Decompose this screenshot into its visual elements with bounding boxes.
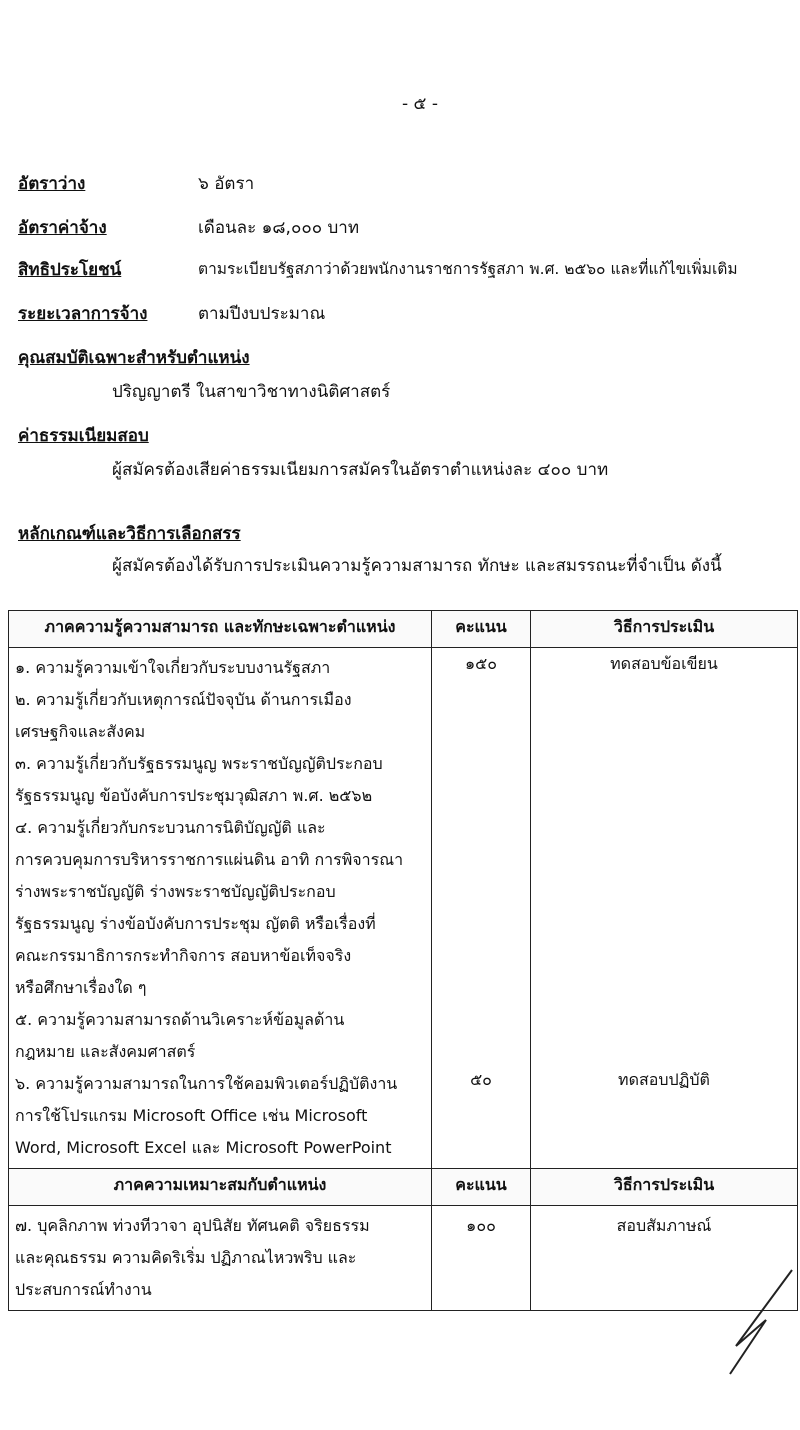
field-label: ระยะเวลาการจ้าง — [18, 304, 148, 324]
score-cell — [432, 1206, 531, 1311]
field-value: ตามระเบียบรัฐสภาว่าด้วยพนักงานราชการรัฐสภา พ.ศ. ๒๕๖๐ และที่แก้ไขเพิ่มเติม — [198, 260, 738, 278]
column-header: คะแนน — [432, 611, 531, 648]
qualification-text: ปริญญาตรี ในสาขาวิชาทางนิติศาสตร์ — [112, 382, 391, 402]
column-header: วิธีการประเมิน — [531, 1169, 798, 1206]
list-item: ๔. ความรู้เกี่ยวกับกระบวนการนิติบัญญัติ และ — [15, 818, 326, 837]
list-item: ๗. บุคลิกภาพ ท่วงทีวาจา อุปนิสัย ทัศนคติ จริยธรรม — [15, 1216, 370, 1235]
score-practical: ๕๐ — [470, 1070, 492, 1089]
qualification-heading: คุณสมบัติเฉพาะสำหรับตำแหน่ง — [18, 348, 250, 368]
signature-mark — [726, 1268, 796, 1378]
fee-text: ผู้สมัครต้องเสียค่าธรรมเนียมการสมัครในอัตราตำแหน่งละ ๔๐๐ บาท — [112, 460, 609, 480]
score-interview: ๑๐๐ — [466, 1216, 496, 1235]
table-row — [9, 1206, 798, 1311]
list-item: ๕. ความรู้ความสามารถด้านวิเคราะห์ข้อมูลด้าน — [15, 1010, 345, 1029]
column-header: วิธีการประเมิน — [531, 611, 798, 648]
method-written: ทดสอบข้อเขียน — [610, 654, 718, 673]
list-item: ประสบการณ์ทำงาน — [15, 1280, 152, 1299]
table-header-row — [9, 1169, 798, 1206]
page-number: - ๕ - — [402, 94, 438, 114]
criteria-heading: หลักเกณฑ์และวิธีการเลือกสรร — [18, 524, 241, 544]
list-item: รัฐธรรมนูญ ร่างข้อบังคับการประชุม ญัตติ หรือเรื่องที่ — [15, 914, 376, 933]
list-item: รัฐธรรมนูญ ข้อบังคับการประชุมวุฒิสภา พ.ศ. ๒๕๖๒ — [15, 786, 373, 805]
column-header: คะแนน — [432, 1169, 531, 1206]
list-item: ร่างพระราชบัญญัติ ร่างพระราชบัญญัติประกอบ — [15, 882, 336, 901]
method-interview: สอบสัมภาษณ์ — [616, 1216, 712, 1235]
evaluation-table — [8, 610, 798, 1311]
fee-heading: ค่าธรรมเนียมสอบ — [18, 426, 149, 446]
score-written: ๑๕๐ — [464, 654, 498, 673]
table-header-row — [9, 611, 798, 648]
list-item: การควบคุมการบริหารราชการแผ่นดิน อาทิ การพิจารณา — [15, 850, 404, 869]
list-item: Word, Microsoft Excel และ Microsoft PowerPoint — [15, 1138, 392, 1157]
list-item: คณะกรรมาธิการกระทำกิจการ สอบหาข้อเท็จจริง — [15, 946, 352, 965]
list-item: หรือศึกษาเรื่องใด ๆ — [15, 978, 147, 997]
list-item: ๑. ความรู้ความเข้าใจเกี่ยวกับระบบงานรัฐสภา — [15, 658, 331, 677]
score-cell — [432, 648, 531, 1169]
knowledge-items-cell — [9, 648, 432, 1169]
field-label: สิทธิประโยชน์ — [18, 260, 122, 280]
list-item: เศรษฐกิจและสังคม — [15, 722, 146, 741]
list-item: ๖. ความรู้ความสามารถในการใช้คอมพิวเตอร์ปฏิบัติงาน — [15, 1074, 398, 1093]
column-header: ภาคความเหมาะสมกับตำแหน่ง — [9, 1169, 432, 1206]
field-value: ๖ อัตรา — [198, 174, 255, 194]
method-practical: ทดสอบปฏิบัติ — [618, 1070, 710, 1089]
column-header: ภาคความรู้ความสามารถ และทักษะเฉพาะตำแหน่ง — [9, 611, 432, 648]
field-value: ตามปีงบประมาณ — [198, 304, 326, 324]
method-cell — [531, 648, 798, 1169]
criteria-text: ผู้สมัครต้องได้รับการประเมินความรู้ความสามารถ ทักษะ และสมรรถนะที่จำเป็น ดังนี้ — [112, 556, 722, 576]
field-label: อัตราว่าง — [18, 174, 86, 194]
list-item: การใช้โปรแกรม Microsoft Office เช่น Microsoft — [15, 1106, 368, 1125]
table-row — [9, 648, 798, 1169]
list-item: ๓. ความรู้เกี่ยวกับรัฐธรรมนูญ พระราชบัญญัติประกอบ — [15, 754, 383, 773]
list-item: กฎหมาย และสังคมศาสตร์ — [15, 1042, 196, 1061]
suitability-items-cell — [9, 1206, 432, 1311]
field-label: อัตราค่าจ้าง — [18, 218, 107, 238]
list-item: ๒. ความรู้เกี่ยวกับเหตุการณ์ปัจจุบัน ด้านการเมือง — [15, 690, 352, 709]
list-item: และคุณธรรม ความคิดริเริ่ม ปฏิภาณไหวพริบ และ — [15, 1248, 357, 1267]
field-value: เดือนละ ๑๘,๐๐๐ บาท — [198, 218, 360, 238]
